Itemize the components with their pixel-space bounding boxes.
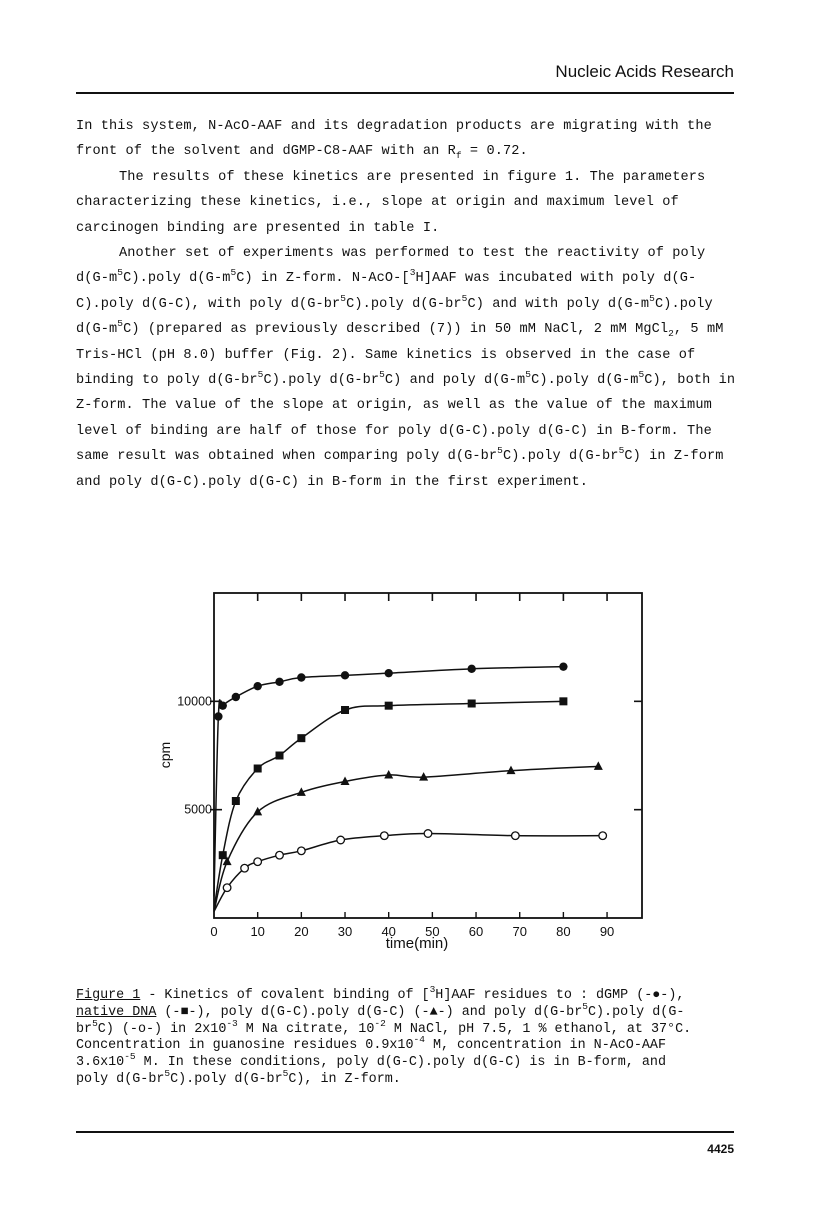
data-point [253,682,261,690]
data-point [241,864,249,872]
data-point [232,693,240,701]
data-point [341,671,349,679]
body-text [76,114,740,495]
data-point [253,807,262,816]
data-point [275,678,283,686]
data-point [232,797,240,805]
data-point [381,832,389,840]
x-tick-label: 60 [468,924,484,939]
data-point [297,673,305,681]
x-tick-label: 30 [337,924,353,939]
data-point [512,832,520,840]
caption-label: Figure 1 [76,988,141,1003]
caption-line: $3.6x10^{-5}$ M. In these conditions, poly d(G-C).poly d(G-C) is in B-form, and [76,1051,666,1071]
data-point [219,701,227,709]
data-point [214,712,222,720]
data-point [276,752,284,760]
paragraph-1: In this system, N-AcO-AAF and its degradation products are migrating with the front of the solvent and dGMP-C8-AAF with an $R_f = 0.72$. [76,119,712,162]
caption-line: Figure 1 - Kinetics of covalent binding of [$^3$H]AAF residues to : dGMP (-●-), [76,984,685,1003]
x-tick-label: 70 [512,924,527,939]
series-line [214,766,598,911]
x-tick-label: 50 [425,924,440,939]
caption-line: $br^5C$) (-o-) in $2x10^{-3}$ M Na citrate, $10^{-2}$ M NaCl, pH 7.5, 1 % ethanol, at 37°C. [76,1017,692,1037]
x-tick-label: 10 [250,924,265,939]
y-tick-label: 10000 [177,694,212,709]
data-point [599,832,607,840]
data-point [559,662,567,670]
y-axis-label: cpm [157,741,173,769]
x-tick-label: 80 [556,924,571,939]
data-point [594,761,603,770]
series-line [214,834,603,912]
header-rule [76,92,734,94]
data-point [276,851,284,859]
data-point [424,830,432,838]
paragraph-2: The results of these kinetics are presented in figure 1. The parameters characterizing these kinetics, i.e., slope at origin and maximum level of carcinogen binding are presented in table I. [76,169,706,236]
data-point [341,706,349,714]
x-tick-label: 90 [599,924,615,939]
paragraph-3: Another set of experiments was performed to test the reactivity of poly $d(G-m^5C).poly$ $d(G-m^5C)$ in Z-form. N-AcO-[$^3$H]AAF was incubated with poly d(G-C).poly d(G-C), with poly $d(G-br^5C).poly$ $d(G-br^5C)$ and with poly $d(G-m^5C).poly$ $d(G-m^5C)$ (prepared as previously described (7)) in 50 mM NaCl, 2 mM MgCl$_2$, 5 mM Tris-HCl (pH 8.0) buffer (Fig. 2). Same kinetics is observed in the case of binding to poly $d(G-br^5C).poly$ $d(G-br^5C)$ and poly $d(G-m^5C).poly$ $d(G-m^5C)$, both in Z-form. The value of the slope at origin, as well as the value of the maximum level of binding are half of those for poly d(G-C).poly d(G-C) in B-form. The same result was obtained when comparing poly $d(G-br^5C).poly$ $d(G-br^5C)$ in Z-form and poly d(G-C).poly d(G-C) in B-form in the first experiment. [76,246,736,490]
x-tick-label: 40 [381,924,396,939]
series-line [214,667,563,897]
data-point [559,697,567,705]
data-point [219,851,227,859]
data-point [297,734,305,742]
caption-line: native DNA (-■-), poly d(G-C).poly d(G-C) (-▲-) and poly $d(G-br^5C).poly$ d(G- [76,1000,685,1020]
x-axis-label: time(min) [385,935,449,952]
figure-1-chart [150,585,650,960]
data-point [467,665,475,673]
data-point [337,836,345,844]
x-tick-label: 0 [210,924,218,939]
figure-caption [76,984,756,1089]
caption-line: Concentration in guanosine residues $0.9x10^{-4}$ M, concentration in N-AcO-AAF [76,1034,666,1054]
y-tick-label: 5000 [184,802,212,817]
data-point [223,884,231,892]
data-point [298,847,306,855]
data-point [384,669,392,677]
kinetics-chart-svg [150,585,650,960]
data-point [254,765,262,773]
page-number: 4425 [707,1142,734,1156]
x-tick-label: 20 [294,924,309,939]
journal-title: Nucleic Acids Research [555,62,734,81]
data-point [468,700,476,708]
caption-line: poly $d(G-br^5C).poly$ $d(G-br^5C)$, in Z-form. [76,1067,401,1087]
data-point [254,858,262,866]
data-point [385,702,393,710]
footer-rule [76,1131,734,1133]
